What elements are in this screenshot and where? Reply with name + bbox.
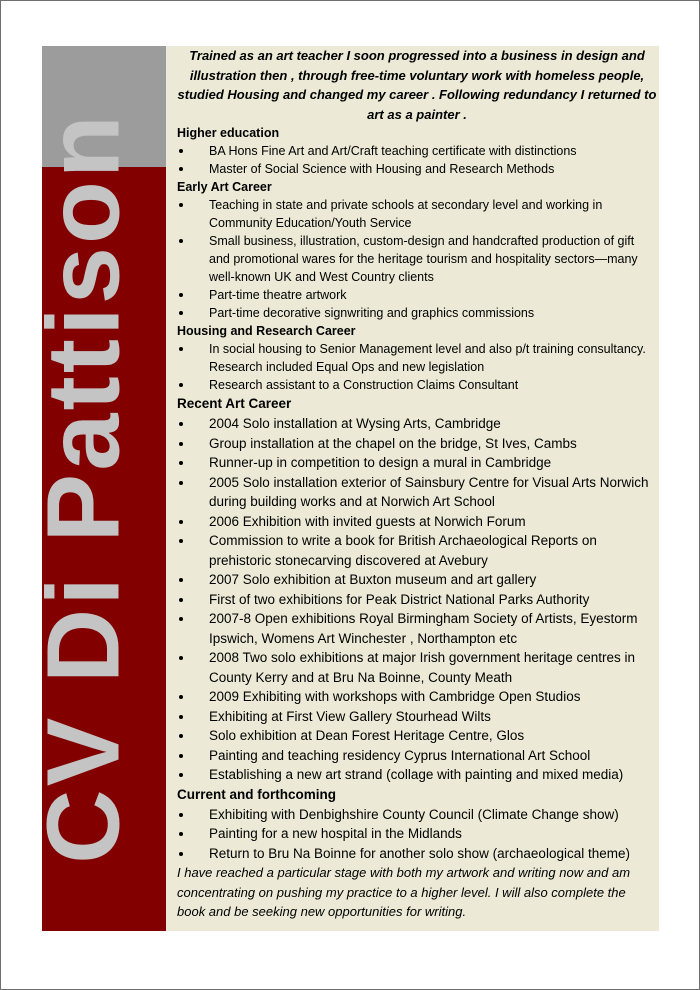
- list-item: Commission to write a book for British Archaeological Reports on prehistoric stonecarving discovered at Avebury: [177, 531, 657, 570]
- intro-paragraph: Trained as an art teacher I soon progressed into a business in design and illustration then , through free-time voluntary work with homeless people, studied Housing and changed my career . Following redundancy I returned to art as a painter .: [177, 48, 657, 122]
- list-item: Part-time theatre artwork: [177, 286, 657, 304]
- list-item: Exhibiting at First View Gallery Stourhead Wilts: [177, 707, 657, 727]
- list-item: Exhibiting with Denbighshire County Council (Climate Change show): [177, 805, 657, 825]
- list-item: Part-time decorative signwriting and graphics commissions: [177, 304, 657, 322]
- list-item: Teaching in state and private schools at secondary level and working in Community Education/Youth Service: [177, 196, 657, 232]
- list-item: First of two exhibitions for Peak District National Parks Authority: [177, 590, 657, 610]
- list-item: In social housing to Senior Management level and also p/t training consultancy. Research included Equal Ops and new legislation: [177, 340, 657, 376]
- list-item: BA Hons Fine Art and Art/Craft teaching certificate with distinctions: [177, 142, 657, 160]
- section-heading-housing-research-career: Housing and Research Career: [177, 324, 356, 339]
- list-item: Painting and teaching residency Cyprus International Art School: [177, 746, 657, 766]
- list-item: Group installation at the chapel on the bridge, St Ives, Cambs: [177, 434, 657, 454]
- list-item: 2004 Solo installation at Wysing Arts, Cambridge: [177, 414, 657, 434]
- recent-art-career-list: [177, 414, 657, 785]
- current-forthcoming-list: [177, 805, 657, 864]
- closing-paragraph: I have reached a particular stage with both my artwork and writing now and am concentrating on pushing my practice to a higher level. I will also complete the book and be seeking new opportunities for writing.: [177, 865, 631, 920]
- list-item: 2009 Exhibiting with workshops with Cambridge Open Studios: [177, 687, 657, 707]
- list-item: Runner-up in competition to design a mural in Cambridge: [177, 453, 657, 473]
- vertical-title: CV Di Pattison: [25, 112, 141, 864]
- list-item: 2005 Solo installation exterior of Sainsbury Centre for Visual Arts Norwich during building works and at Norwich Art School: [177, 473, 657, 512]
- list-item: 2008 Two solo exhibitions at major Irish government heritage centres in County Kerry and at Bru Na Boinne, County Meath: [177, 648, 657, 687]
- cv-content: [177, 46, 657, 922]
- early-art-career-list: [177, 196, 657, 322]
- higher-education-list: [177, 142, 657, 178]
- list-item: 2007-8 Open exhibitions Royal Birmingham Society of Artists, Eyestorm Ipswich, Womens Art Winchester , Northampton etc: [177, 609, 657, 648]
- list-item: Solo exhibition at Dean Forest Heritage Centre, Glos: [177, 726, 657, 746]
- list-item: Return to Bru Na Boinne for another solo show (archaeological theme): [177, 844, 657, 864]
- list-item: Establishing a new art strand (collage with painting and mixed media): [177, 765, 657, 785]
- list-item: Small business, illustration, custom-design and handcrafted production of gift and promotional wares for the heritage tourism and hospitality sectors—many well-known UK and West Country clients: [177, 232, 657, 286]
- list-item: Research assistant to a Construction Claims Consultant: [177, 376, 657, 394]
- section-heading-early-art-career: Early Art Career: [177, 180, 272, 195]
- housing-research-career-list: [177, 340, 657, 394]
- list-item: 2007 Solo exhibition at Buxton museum and art gallery: [177, 570, 657, 590]
- cv-content-panel: [166, 46, 659, 931]
- list-item: 2006 Exhibition with invited guests at Norwich Forum: [177, 512, 657, 532]
- list-item: Painting for a new hospital in the Midlands: [177, 824, 657, 844]
- section-heading-current-forthcoming: Current and forthcoming: [177, 786, 336, 802]
- list-item: Master of Social Science with Housing and Research Methods: [177, 160, 657, 178]
- section-heading-recent-art-career: Recent Art Career: [177, 396, 292, 412]
- section-heading-higher-education: Higher education: [177, 126, 280, 141]
